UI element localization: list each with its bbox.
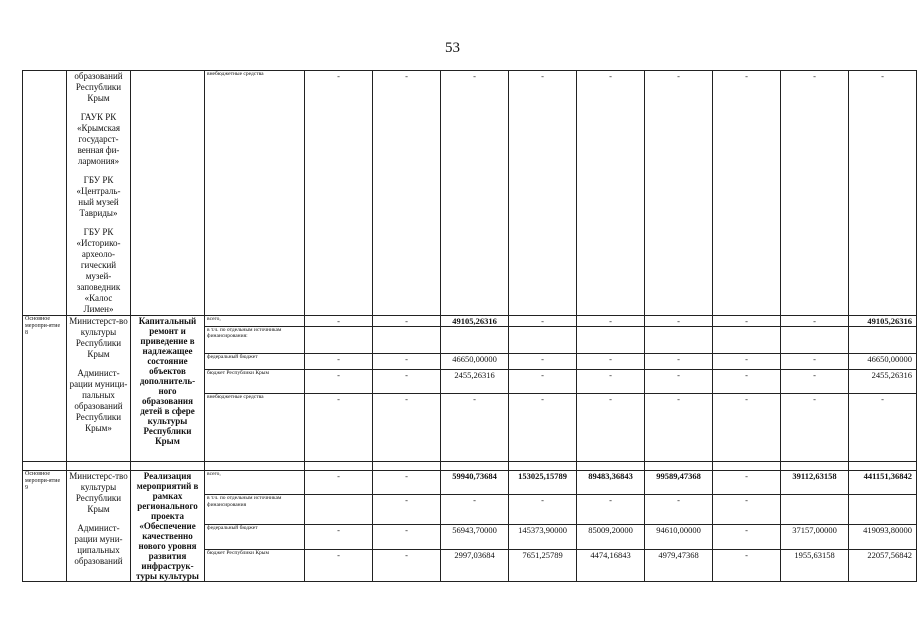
funding-source-cell: в т.ч. по отдельным источникам финансирования: — [205, 327, 305, 354]
value-cell: - — [713, 471, 781, 495]
table-row — [23, 71, 917, 316]
value-cell: - — [509, 495, 577, 525]
value-cell — [441, 327, 509, 354]
value-cell: - — [509, 370, 577, 394]
value-cell: 39112,63158 — [781, 471, 849, 495]
value-cell: 94610,00000 — [645, 525, 713, 549]
executor-text: Министерс-тво культуры Республики Крым — [69, 471, 128, 514]
value-cell: - — [577, 316, 645, 327]
value-cell — [305, 327, 373, 354]
spacer-cell — [67, 462, 131, 471]
activity-title-cell — [131, 71, 205, 316]
funding-source-cell: бюджет Республики Крым — [205, 370, 305, 394]
page-number: 53 — [445, 40, 460, 56]
spacer-cell — [131, 462, 205, 471]
value-cell: - — [373, 316, 441, 327]
spacer-cell — [441, 462, 509, 471]
value-cell: 89483,36843 — [577, 471, 645, 495]
value-cell: - — [509, 316, 577, 327]
table-spacer-row — [23, 462, 917, 471]
value-cell: 37157,00000 — [781, 525, 849, 549]
value-cell: 4979,47368 — [645, 549, 713, 581]
value-cell: - — [373, 471, 441, 495]
funding-source-cell: бюджет Республики Крым — [205, 549, 305, 581]
value-cell: - — [373, 525, 441, 549]
value-cell: - — [645, 316, 713, 327]
value-cell — [713, 327, 781, 354]
value-cell — [645, 327, 713, 354]
value-cell: - — [305, 354, 373, 370]
value-cell: - — [781, 394, 849, 462]
table-row — [23, 316, 917, 327]
value-cell: - — [577, 495, 645, 525]
budget-table — [22, 70, 917, 582]
spacer-cell — [509, 462, 577, 471]
value-cell: - — [577, 71, 645, 316]
value-cell — [849, 495, 917, 525]
value-cell: - — [781, 71, 849, 316]
value-cell: 59940,73684 — [441, 471, 509, 495]
executor-text: ГБУ РК «Историко-археоло-гический музей-заповедник «Калос Лимен» — [76, 227, 121, 314]
value-cell: - — [645, 495, 713, 525]
value-cell: 4474,16843 — [577, 549, 645, 581]
value-cell: 145373,90000 — [509, 525, 577, 549]
value-cell: - — [645, 394, 713, 462]
value-cell — [509, 327, 577, 354]
value-cell: - — [781, 370, 849, 394]
spacer-cell — [849, 462, 917, 471]
activity-label-cell: Основное меропри-ятие 8 — [23, 316, 67, 462]
value-cell: - — [713, 394, 781, 462]
funding-source-cell: внебюджетные средства — [205, 394, 305, 462]
value-cell: - — [373, 370, 441, 394]
spacer-cell — [645, 462, 713, 471]
executor-text: образований Республики Крым — [74, 71, 123, 103]
executor-cell — [67, 471, 131, 582]
value-cell: 2997,03684 — [441, 549, 509, 581]
value-cell: 99589,47368 — [645, 471, 713, 495]
value-cell: - — [305, 71, 373, 316]
table-row — [23, 471, 917, 495]
value-cell: - — [305, 525, 373, 549]
value-cell — [305, 495, 373, 525]
spacer-cell — [373, 462, 441, 471]
executor-text: Министерст-во культуры Республики Крым — [69, 316, 128, 359]
spacer-cell — [713, 462, 781, 471]
value-cell: - — [305, 394, 373, 462]
value-cell: - — [373, 549, 441, 581]
funding-source-cell: федеральный бюджет — [205, 354, 305, 370]
executor-cell — [67, 316, 131, 462]
value-cell: 56943,70000 — [441, 525, 509, 549]
funding-source-cell: внебюджетные средства — [205, 71, 305, 316]
activity-title-cell: Капитальный ремонт и приведение в надлежащее состояние объектов дополнитель-ного образования детей в сфере культуры Республики Крым — [131, 316, 205, 462]
executor-cell — [67, 71, 131, 316]
value-cell: - — [713, 71, 781, 316]
value-cell: 85009,20000 — [577, 525, 645, 549]
value-cell: 2455,26316 — [441, 370, 509, 394]
activity-title-cell: Реализация мероприятий в рамках регионального проекта «Обеспечение качественно нового уровня развития инфраструк-туры культуры — [131, 471, 205, 582]
funding-source-cell: федеральный бюджет — [205, 525, 305, 549]
spacer-cell — [305, 462, 373, 471]
executor-text: ГБУ РК «Централь-ный музей Тавриды» — [76, 175, 121, 218]
value-cell: - — [713, 354, 781, 370]
spacer-cell — [577, 462, 645, 471]
executor-text: Админист-рации муници-пальных образований Республики Крым» — [69, 368, 128, 433]
funding-source-cell: всего, — [205, 316, 305, 327]
value-cell: - — [441, 394, 509, 462]
value-cell: - — [713, 525, 781, 549]
spacer-cell — [781, 462, 849, 471]
value-cell: - — [713, 495, 781, 525]
value-cell — [373, 327, 441, 354]
value-cell: - — [305, 370, 373, 394]
value-cell: - — [373, 495, 441, 525]
value-cell: - — [441, 71, 509, 316]
executor-text: Админист-рации муни-ципальных образований — [74, 523, 123, 566]
value-cell: - — [713, 549, 781, 581]
value-cell — [849, 327, 917, 354]
value-cell: 49105,26316 — [441, 316, 509, 327]
value-cell: - — [645, 71, 713, 316]
value-cell — [781, 327, 849, 354]
funding-source-cell: всего, — [205, 471, 305, 495]
value-cell: - — [713, 370, 781, 394]
value-cell: 153025,15789 — [509, 471, 577, 495]
value-cell: - — [849, 394, 917, 462]
value-cell: - — [713, 316, 781, 327]
value-cell: - — [305, 316, 373, 327]
value-cell: - — [781, 316, 849, 327]
value-cell: 419093,80000 — [849, 525, 917, 549]
activity-label-cell: Основное меропри-ятие 9 — [23, 471, 67, 582]
value-cell: 46650,00000 — [849, 354, 917, 370]
value-cell: 49105,26316 — [849, 316, 917, 327]
value-cell: - — [849, 71, 917, 316]
value-cell: - — [577, 394, 645, 462]
value-cell: - — [645, 370, 713, 394]
value-cell: - — [305, 549, 373, 581]
value-cell: - — [373, 394, 441, 462]
value-cell — [781, 495, 849, 525]
value-cell: - — [305, 471, 373, 495]
executor-text: ГАУК РК «Крымская государст-венная фи-лармония» — [76, 112, 121, 166]
value-cell: 2455,26316 — [849, 370, 917, 394]
spacer-cell — [205, 462, 305, 471]
value-cell: 22057,56842 — [849, 549, 917, 581]
value-cell: - — [645, 354, 713, 370]
value-cell: 46650,00000 — [441, 354, 509, 370]
value-cell: - — [441, 495, 509, 525]
value-cell: - — [509, 71, 577, 316]
value-cell: 441151,36842 — [849, 471, 917, 495]
value-cell: - — [577, 354, 645, 370]
funding-source-cell: в т.ч. по отдельным источникам финансирования — [205, 495, 305, 525]
value-cell: - — [373, 354, 441, 370]
value-cell: - — [509, 394, 577, 462]
value-cell — [577, 327, 645, 354]
value-cell: 1955,63158 — [781, 549, 849, 581]
value-cell: - — [373, 71, 441, 316]
value-cell: - — [509, 354, 577, 370]
activity-label-cell — [23, 71, 67, 316]
value-cell: - — [577, 370, 645, 394]
value-cell: - — [781, 354, 849, 370]
value-cell: 7651,25789 — [509, 549, 577, 581]
spacer-cell — [23, 462, 67, 471]
